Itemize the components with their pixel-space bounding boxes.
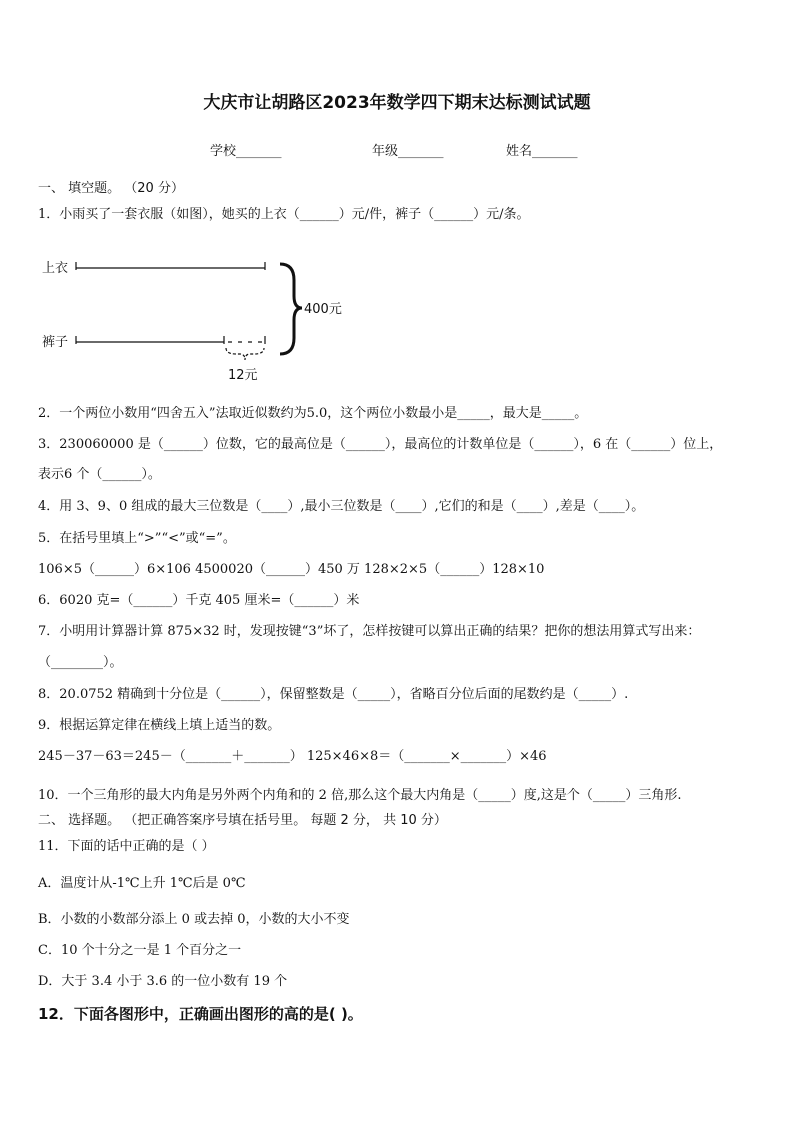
clothing-price-diagram: [36, 250, 356, 390]
section-1-heading: 一、 填空题。 （20 分）: [38, 181, 184, 196]
question-9: 9．根据运算定律在横线上填上适当的数。: [38, 718, 281, 733]
question-9-items: 245－37－63＝245－（_______＋_______） 125×46×8＝（_______×_______）×46: [38, 749, 547, 764]
question-11-option-c: C．10 个十分之一是 1 个百分之一: [38, 943, 242, 958]
question-8: 8．20.0752 精确到十分位是（______），保留整数是（_____），省略百分位后面的尾数约是（_____）.: [38, 687, 629, 702]
question-12: 12．下面各图形中，正确画出图形的高的是( )。: [38, 1005, 363, 1023]
question-3-line-2: 表示6 个（______）。: [38, 467, 161, 482]
question-5-items: 106×5（______）6×106 4500020（______）450 万 128×2×5（______）128×10: [38, 562, 545, 577]
question-11-option-b: B．小数的小数部分添上 0 或去掉 0，小数的大小不变: [38, 912, 350, 927]
question-2: 2．一个两位小数用“四舍五入”法取近似数约为5.0，这个两位小数最小是_____，最大是_____。: [38, 406, 588, 421]
question-6: 6．6020 克=（______）千克 405 厘米=（______）米: [38, 593, 360, 608]
question-3-line-1: 3．230060000 是（______）位数，它的最高位是（______），最高位的计数单位是（______），6 在（______）位上，: [38, 437, 723, 452]
diagram-label-bottom: 裤子: [42, 335, 69, 350]
school-field: 学校_______: [210, 144, 282, 159]
question-10: 10．一个三角形的最大内角是另外两个内角和的 2 倍,那么这个最大内角是（_____）度,这是个（_____）三角形.: [38, 788, 682, 803]
question-11: 11．下面的话中正确的是（ ）: [38, 839, 215, 854]
page-title: 大庆市让胡路区2023年数学四下期末达标测试试题: [203, 93, 591, 113]
grade-field: 年级_______: [372, 144, 444, 159]
question-5: 5．在括号里填上“>”“<”或“=”。: [38, 531, 236, 546]
question-11-option-d: D．大于 3.4 小于 3.6 的一位小数有 19 个: [38, 974, 288, 989]
diagram-total-label: 400元: [304, 302, 342, 317]
name-field: 姓名_______: [506, 144, 578, 159]
question-4: 4．用 3、9、0 组成的最大三位数是（____）,最小三位数是（____）,它们的和是（____）,差是（____）。: [38, 499, 645, 514]
section-2-heading: 二、 选择题。 （把正确答案序号填在括号里。 每题 2 分， 共 10 分）: [38, 813, 447, 828]
diagram-diff-label: 12元: [228, 368, 258, 383]
question-7-line-2: （________）。: [38, 655, 123, 670]
question-1: 1．小雨买了一套衣服（如图），她买的上衣（______）元/件，裤子（______）元/条。: [38, 207, 530, 222]
diagram-label-top: 上衣: [42, 261, 69, 276]
question-7-line-1: 7．小明用计算器计算 875×32 时，发现按键“3”坏了，怎样按键可以算出正确的结果？把你的想法用算式写出来：: [38, 624, 701, 639]
question-11-option-a: A．温度计从-1℃上升 1℃后是 0℃: [38, 876, 246, 891]
